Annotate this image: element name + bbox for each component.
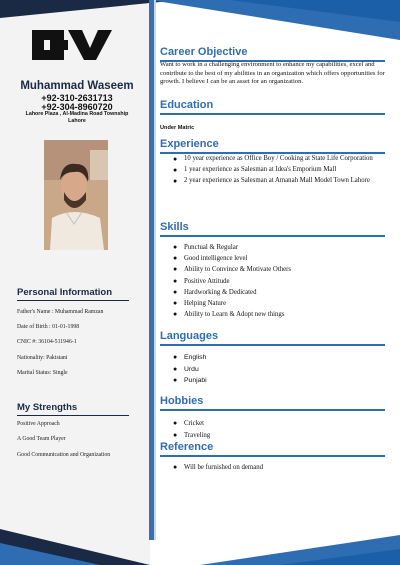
bullet-icon: ●	[173, 165, 178, 174]
address-line-2: Lahore	[68, 118, 86, 124]
bullet-icon: ●	[173, 287, 178, 296]
bullet-icon: ●	[173, 265, 178, 274]
bullet-icon: ●	[173, 176, 178, 185]
languages-rule	[160, 344, 385, 346]
list-item: ● Ability to Learn & Adopt new things	[160, 309, 386, 320]
list-item: ● Will be furnished on demand	[160, 462, 386, 474]
list-item: ● Punctual & Regular	[160, 242, 386, 253]
education-rule	[160, 113, 385, 115]
bullet-icon: ●	[173, 243, 178, 251]
experience-list	[160, 155, 386, 187]
list-item: ● Hardworking & Dedicated	[160, 287, 386, 298]
bullet-icon: ●	[173, 276, 178, 285]
phone-number-2: +92-304-8960720	[41, 102, 113, 112]
bullet-icon: ●	[173, 419, 178, 427]
reference-list	[160, 462, 386, 474]
reference-rule	[160, 455, 385, 457]
hobbies-rule	[160, 409, 385, 411]
list-item: ● 2 year experience as Salesman at Amanah Mall Model Town Lahore	[173, 176, 370, 185]
list-item: ● Traveling	[160, 430, 386, 442]
list-item: ● Ability to Convince & Motivate Others	[160, 264, 386, 275]
bullet-icon: ●	[173, 377, 178, 384]
experience-rule	[160, 152, 385, 154]
hobbies-heading: Hobbies	[160, 395, 204, 407]
skills-list	[160, 242, 386, 320]
marital-status-field: Marital Status: Single	[17, 370, 68, 376]
list-item: ● Punjabi	[160, 375, 386, 387]
list-item: ● English	[160, 352, 386, 364]
career-objective-text: Want to work in a challenging environment to enhance my capabilities, excel and contribute to the best of my abilities in an organization which offers opportunities for growth. I believe I can be an asset for an organization.	[160, 61, 385, 86]
list-item: ● Good intelligence level	[160, 253, 386, 264]
skills-heading: Skills	[160, 221, 189, 233]
personal-information-heading: Personal Information	[17, 287, 113, 298]
list-item: ● 1 year experience as Salesman at Idea's Emporium Mall	[173, 165, 337, 174]
bullet-icon: ●	[173, 155, 178, 163]
personal-information-rule	[17, 300, 129, 301]
bullet-icon: ●	[173, 354, 178, 361]
skills-rule	[160, 235, 385, 237]
strength-item: Good Communication and Organization	[17, 452, 111, 458]
strength-item: Positive Approach	[17, 421, 60, 427]
cv-logo-icon	[30, 26, 114, 62]
list-item: ● Urdu	[160, 364, 386, 376]
cnic-field: CNIC #: 36104-511946-1	[17, 339, 77, 345]
education-heading: Education	[160, 99, 214, 111]
vertical-divider-light	[154, 0, 156, 540]
list-item: ● 10 year experience as Office Boy / Cooking at State Life Corporation	[173, 155, 373, 163]
bullet-icon: ●	[173, 463, 178, 471]
list-item: ● Helping Nature	[160, 298, 386, 309]
full-name: Muhammad Waseem	[20, 80, 134, 92]
career-objective-heading: Career Objective	[160, 46, 248, 58]
nationality-field: Nationality: Pakistani	[17, 355, 68, 361]
hobbies-list	[160, 418, 386, 441]
bullet-icon: ●	[173, 254, 178, 263]
phone-number-1: +92-310-2631713	[41, 93, 113, 103]
education-text: Under Matric	[160, 125, 195, 131]
languages-heading: Languages	[160, 330, 219, 342]
bullet-icon: ●	[173, 365, 178, 373]
strengths-rule	[17, 415, 129, 416]
experience-heading: Experience	[160, 138, 219, 150]
list-item: ● Positive Attitude	[160, 276, 386, 287]
reference-heading: Reference	[160, 441, 214, 453]
bullet-icon: ●	[173, 310, 178, 319]
date-of-birth-field: Date of Birth : 01-01-1998	[17, 324, 80, 330]
profile-photo	[44, 140, 108, 250]
bullet-icon: ●	[173, 299, 178, 308]
bullet-icon: ●	[173, 430, 178, 439]
address	[10, 111, 144, 125]
strengths-heading: My Strengths	[17, 402, 78, 413]
strength-item: A Good Team Player	[17, 436, 66, 442]
list-item: ● Cricket	[160, 418, 386, 430]
address-line-1: Lahore Plaza , Al-Madina Road Township	[25, 111, 129, 117]
languages-list	[160, 352, 386, 387]
father-name-field: Father's Name : Muhammad Ramzan	[17, 309, 104, 315]
bottom-decoration	[0, 515, 400, 565]
